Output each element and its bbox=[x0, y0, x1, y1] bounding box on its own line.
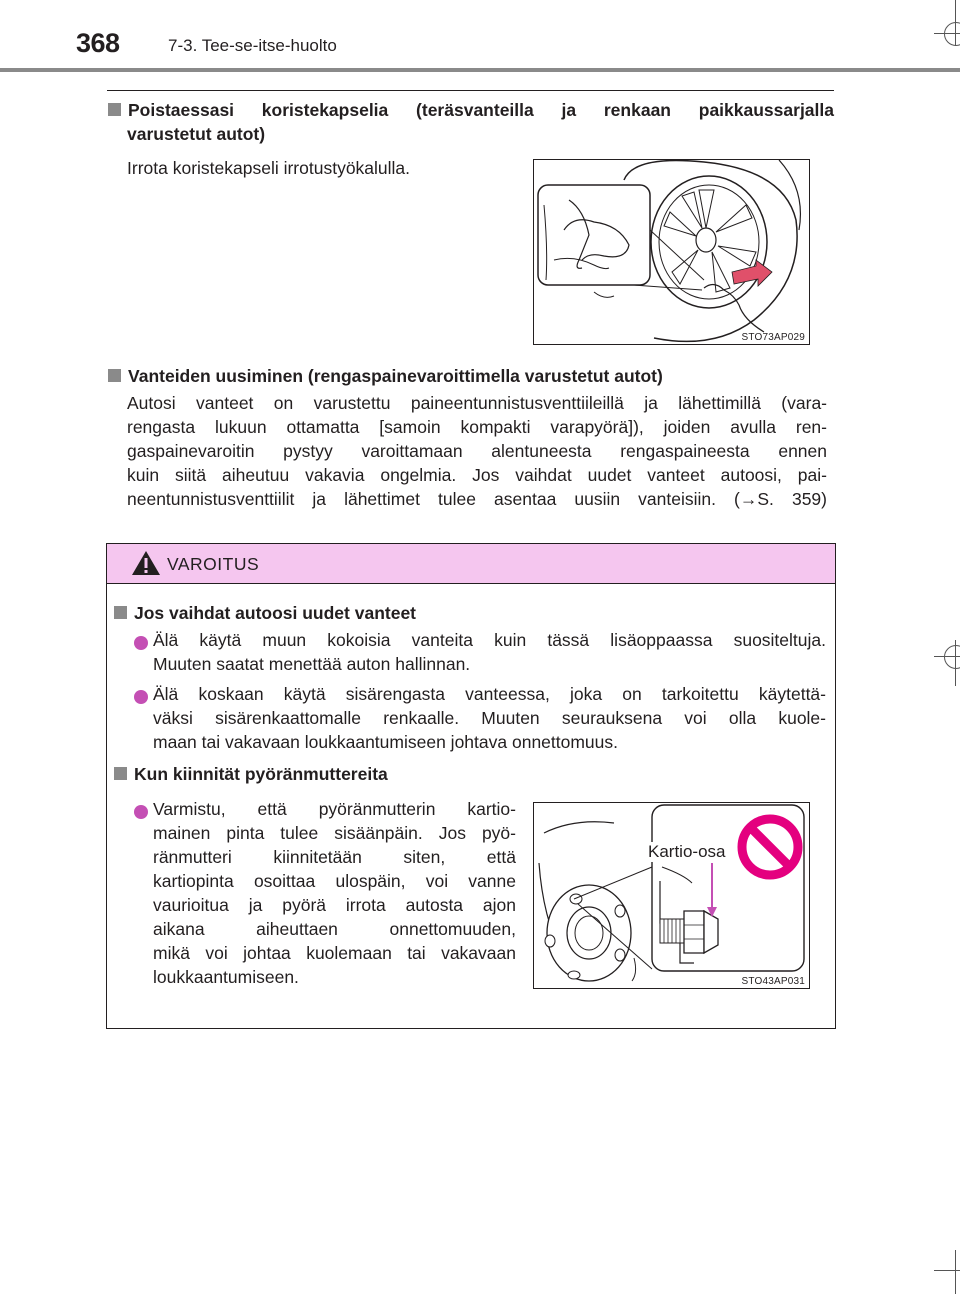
warning-bullet2: Älä koskaan käytä sisärengasta vanteessa, joka on tarkoitettu käytettä- väksi sisärenkaattomalle renkaalle. Muuten seurauksena voi olla kuole- maan tai vakavaan loukkaantumiseen johtava onnettomuus. bbox=[153, 684, 826, 752]
warning-bullet1: Älä käytä muun kokoisia vanteita kuin tässä lisäoppaassa suositeltuja. Muuten saatat menettää auton hallinnan. bbox=[153, 630, 826, 674]
section1-body: Irrota koristekapseli irrotustyökalulla. bbox=[127, 158, 411, 178]
hubcap-removal-figure bbox=[533, 159, 810, 345]
section-rule bbox=[107, 90, 834, 91]
crop-mark bbox=[955, 1250, 956, 1294]
warning-box bbox=[106, 543, 836, 1029]
body-line: rengasta lukuun ottamatta [samoin kompakti varapyörä]), joiden avulla ren- bbox=[127, 417, 827, 437]
warning-header bbox=[107, 544, 835, 584]
crop-mark bbox=[944, 645, 960, 669]
crop-mark bbox=[944, 22, 960, 46]
bullet-icon bbox=[134, 690, 148, 704]
square-bullet-icon bbox=[114, 606, 127, 619]
page-number: 368 bbox=[76, 28, 120, 58]
section1-heading: Poistaessasi koristekapselia (teräsvanteilla ja renkaan paikkaussarjalla varustetut autot) bbox=[108, 98, 834, 146]
square-bullet-icon bbox=[108, 369, 121, 382]
warning-sub1-heading: Jos vaihdat autoosi uudet vanteet bbox=[114, 601, 416, 625]
section2-body bbox=[127, 391, 827, 511]
hubcap-removal-illustration bbox=[534, 160, 809, 344]
body-line: neentunnistusventtiilit ja lähettimet tulee asentaa uusiin vanteisiin. (→S. 359) bbox=[127, 489, 827, 509]
warning-bullet3: Varmistu, että pyöränmutterin kartio- mainen pinta tulee sisäänpäin. Jos pyö- ränmutteri kiinnitetään siten, että kartiopinta osoittaa ulospäin, voi vanne vaurioitua ja pyörä irrota autosta ajon aikana aiheuttaen onnettomuuden, mikä voi johtaa kuolemaan tai vakavaan loukkaantumiseen. bbox=[153, 799, 516, 987]
section-title: 7-3. Tee-se-itse-huolto bbox=[168, 36, 337, 55]
bullet-icon bbox=[134, 636, 148, 650]
figure-label: Kartio-osa bbox=[648, 842, 726, 861]
section2-heading: Vanteiden uusiminen (rengaspainevaroittimella varustetut autot) bbox=[108, 364, 663, 388]
wheel-nut-figure bbox=[533, 802, 810, 989]
crop-mark bbox=[934, 1270, 960, 1271]
figure-code: STO43AP031 bbox=[741, 976, 805, 987]
figure-code: STO73AP029 bbox=[741, 332, 805, 343]
warning-triangle-icon bbox=[131, 550, 161, 576]
warning-sub2-heading: Kun kiinnität pyöränmuttereita bbox=[114, 762, 388, 786]
body-line: kuin siitä aiheutuu vakavia ongelmia. Jos vaihdat uudet vanteet autoosi, pai- bbox=[127, 465, 827, 485]
bullet-icon bbox=[134, 805, 148, 819]
square-bullet-icon bbox=[114, 767, 127, 780]
body-line: Autosi vanteet on varustettu paineentunnistusventtiileillä ja lähettimillä (vara- bbox=[127, 393, 827, 413]
warning-title: VAROITUS bbox=[167, 554, 260, 574]
header-rule bbox=[0, 68, 960, 72]
wheel-nut-illustration bbox=[534, 803, 809, 988]
square-bullet-icon bbox=[108, 103, 121, 116]
body-line: gaspainevaroitin pystyy varoittamaan alentuneesta rengaspaineesta ennen bbox=[127, 441, 827, 461]
